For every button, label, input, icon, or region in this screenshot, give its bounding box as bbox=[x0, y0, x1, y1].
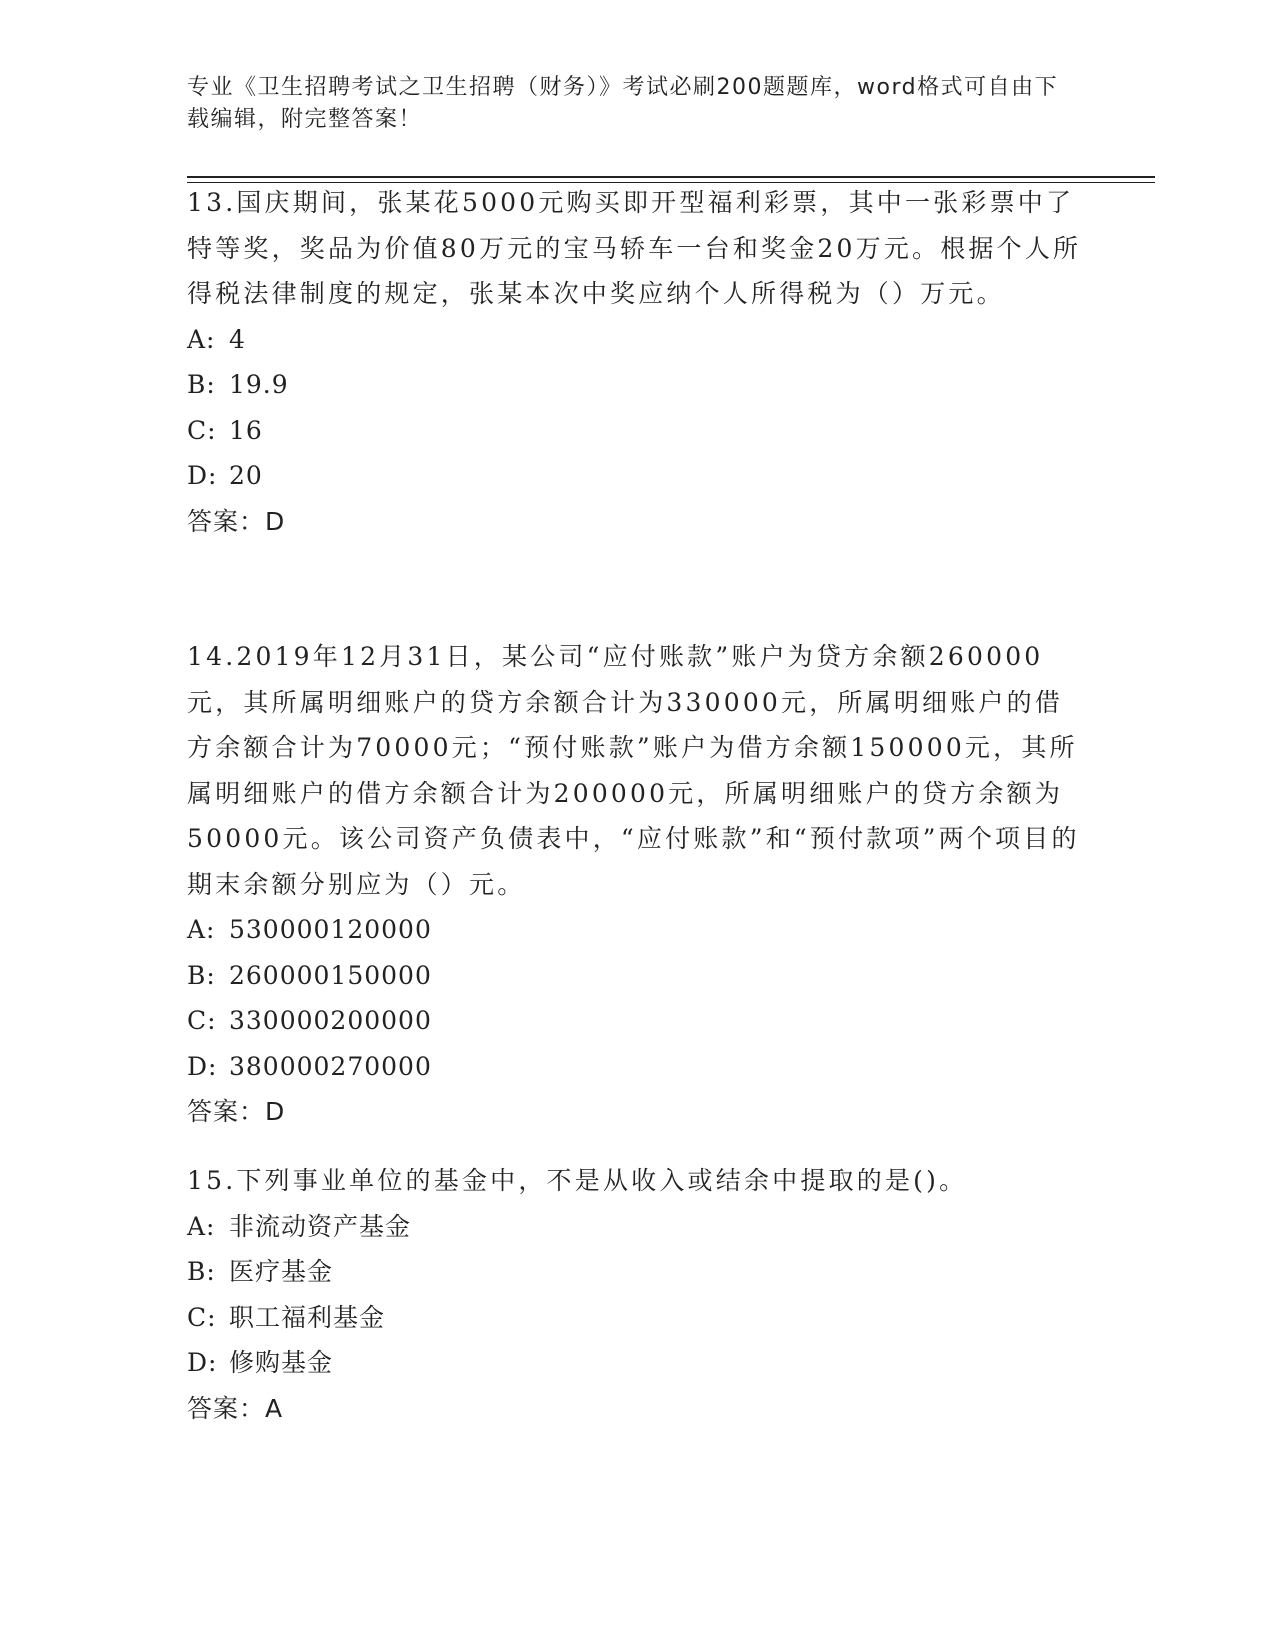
question-13 bbox=[187, 180, 1087, 544]
option-key: D: bbox=[187, 1348, 218, 1377]
option-key: C: bbox=[187, 1006, 217, 1035]
question-stem: 15.下列事业单位的基金中，不是从收入或结余中提取的是()。 bbox=[187, 1166, 968, 1195]
option-key: D: bbox=[187, 1051, 218, 1081]
option-text: 260000150000 bbox=[229, 960, 432, 990]
answer-line: 答案：A bbox=[187, 1393, 284, 1423]
option-b bbox=[187, 953, 1087, 999]
option-key: C: bbox=[187, 415, 217, 445]
option-text: 职工福利基金 bbox=[229, 1302, 386, 1332]
option-key: B: bbox=[187, 1257, 216, 1286]
question-14 bbox=[187, 634, 1087, 1135]
option-key: D: bbox=[187, 461, 218, 490]
option-b bbox=[187, 362, 1087, 408]
option-text: 修购基金 bbox=[229, 1348, 334, 1377]
option-a bbox=[187, 317, 1087, 363]
document-header: 专业《卫生招聘考试之卫生招聘（财务）》考试必刷200题题库，word格式可自由下载编辑，附完整答案！ bbox=[187, 75, 1059, 132]
option-text: 330000200000 bbox=[229, 1006, 432, 1035]
option-text: 非流动资产基金 bbox=[229, 1211, 412, 1241]
question-stem: 14.2019年12月31日，某公司“应付账款”账户为贷方余额260000元，其所属明细账户的贷方余额合计为330000元，所属明细账户的借方余额合计为70000元；“预付账款”账户为借方余额150000元，其所属明细账户的借方余额合计为200000元，所属明细账户的贷方余额为50000元。该公司资产负债表中，“应付账款”和“预付款项”两个项目的期末余额分别应为（）元。 bbox=[187, 642, 1080, 899]
option-d bbox=[187, 453, 1087, 499]
option-d bbox=[187, 1340, 1087, 1386]
option-key: C: bbox=[187, 1302, 217, 1332]
option-key: B: bbox=[187, 370, 216, 399]
answer-line: 答案：D bbox=[187, 1097, 286, 1126]
option-key: A: bbox=[187, 324, 216, 354]
option-d bbox=[187, 1044, 1087, 1090]
option-c bbox=[187, 408, 1087, 454]
option-text: 530000120000 bbox=[229, 915, 432, 944]
option-key: A: bbox=[187, 915, 216, 944]
option-text: 16 bbox=[229, 415, 263, 445]
option-text: 380000270000 bbox=[229, 1051, 432, 1081]
option-c bbox=[187, 1295, 1087, 1341]
question-stem: 13.国庆期间，张某花5000元购买即开型福利彩票，其中一张彩票中了特等奖，奖品为价值80万元的宝马轿车一台和奖金20万元。根据个人所得税法律制度的规定，张某本次中奖应纳个人所得税为（）万元。 bbox=[187, 188, 1082, 308]
option-text: 20 bbox=[229, 461, 263, 490]
option-text: 医疗基金 bbox=[229, 1257, 334, 1286]
answer-line: 答案：D bbox=[187, 506, 286, 536]
question-15 bbox=[187, 1158, 1087, 1431]
option-key: A: bbox=[187, 1211, 216, 1241]
option-a bbox=[187, 1204, 1087, 1250]
option-b bbox=[187, 1249, 1087, 1295]
option-text: 4 bbox=[229, 324, 246, 354]
option-c bbox=[187, 998, 1087, 1044]
option-text: 19.9 bbox=[229, 370, 289, 399]
option-a bbox=[187, 907, 1087, 953]
header-divider-thick bbox=[187, 176, 1155, 178]
option-key: B: bbox=[187, 960, 216, 990]
